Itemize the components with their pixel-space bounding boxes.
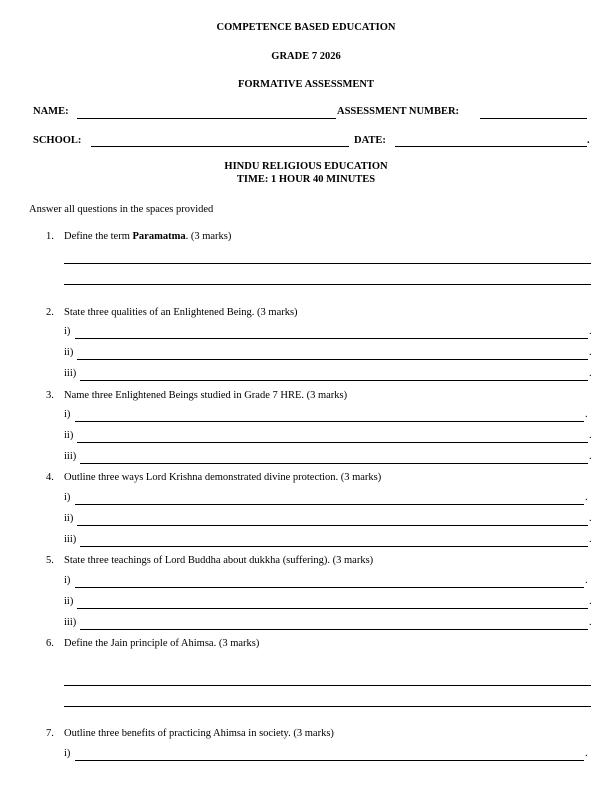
answer-label: i)	[64, 575, 71, 586]
answer-line[interactable]	[64, 284, 591, 285]
answer-label: iii)	[64, 368, 77, 379]
line-end-dot: .	[589, 430, 592, 441]
answer-line[interactable]	[64, 263, 591, 264]
line-end-dot: .	[585, 409, 588, 420]
question-term-paramatma: Paramatma	[132, 231, 186, 242]
answer-line[interactable]	[80, 463, 588, 464]
answer-line[interactable]	[80, 546, 588, 547]
subject-title: HINDU RELIGIOUS EDUCATION	[224, 161, 388, 172]
line-end-dot: .	[589, 534, 592, 545]
question-number: 6.	[46, 638, 54, 649]
assessment-number-input-line[interactable]	[480, 118, 587, 119]
answer-label: ii)	[64, 347, 74, 358]
question-text: Define the Jain principle of Ahimsa. (3 marks)	[64, 638, 260, 649]
answer-line[interactable]	[77, 359, 588, 360]
header-title: COMPETENCE BASED EDUCATION	[216, 22, 396, 33]
answer-line[interactable]	[80, 380, 588, 381]
line-end-dot: .	[589, 451, 592, 462]
line-end-dot: .	[589, 368, 592, 379]
subject-time: TIME: 1 HOUR 40 MINUTES	[236, 174, 376, 185]
header-assessment: FORMATIVE ASSESSMENT	[237, 79, 375, 90]
answer-label: i)	[64, 748, 71, 759]
question-text	[64, 231, 231, 242]
answer-line[interactable]	[64, 706, 591, 707]
question-number: 5.	[46, 555, 54, 566]
assessment-number-label: ASSESSMENT NUMBER:	[337, 106, 460, 117]
name-input-line[interactable]	[77, 118, 336, 119]
date-label: DATE:	[354, 135, 386, 146]
answer-label: ii)	[64, 596, 74, 607]
answer-label: iii)	[64, 534, 77, 545]
line-end-dot: .	[589, 513, 592, 524]
line-end-dot: .	[585, 492, 588, 503]
answer-line[interactable]	[75, 587, 584, 588]
question-text-pre: Define the term	[64, 231, 133, 242]
answer-line[interactable]	[80, 629, 588, 630]
school-input-line[interactable]	[91, 146, 349, 147]
answer-label: ii)	[64, 513, 74, 524]
line-end-dot: .	[589, 347, 592, 358]
answer-label: iii)	[64, 451, 77, 462]
answer-label: ii)	[64, 430, 74, 441]
name-label: NAME:	[33, 106, 69, 117]
answer-line[interactable]	[75, 504, 584, 505]
answer-line[interactable]	[77, 608, 588, 609]
answer-line[interactable]	[77, 442, 588, 443]
question-number: 2.	[46, 307, 54, 318]
date-input-line[interactable]	[395, 146, 587, 147]
question-text-post: . (3 marks)	[185, 231, 232, 242]
question-text: Name three Enlightened Beings studied in Grade 7 HRE. (3 marks)	[64, 390, 348, 401]
school-label: SCHOOL:	[33, 135, 82, 146]
header-grade: GRADE 7 2026	[271, 51, 341, 62]
line-end-dot: .	[589, 596, 592, 607]
answer-line[interactable]	[75, 760, 584, 761]
question-number: 7.	[46, 728, 54, 739]
question-text: State three teachings of Lord Buddha about dukkha (suffering). (3 marks)	[64, 555, 374, 566]
answer-line[interactable]	[75, 421, 584, 422]
answer-label: i)	[64, 326, 71, 337]
answer-line[interactable]	[64, 685, 591, 686]
answer-label: i)	[64, 409, 71, 420]
answer-label: i)	[64, 492, 71, 503]
line-end-dot: .	[589, 617, 592, 628]
answer-label: iii)	[64, 617, 77, 628]
line-end-dot: .	[585, 748, 588, 759]
question-text: State three qualities of an Enlightened Being. (3 marks)	[64, 307, 298, 318]
question-number: 3.	[46, 390, 54, 401]
question-text: Outline three benefits of practicing Ahimsa in society. (3 marks)	[64, 728, 334, 739]
date-end-dot: .	[587, 135, 590, 146]
instructions: Answer all questions in the spaces provided	[29, 204, 214, 215]
line-end-dot: .	[585, 575, 588, 586]
question-text: Outline three ways Lord Krishna demonstrated divine protection. (3 marks)	[64, 472, 382, 483]
line-end-dot: .	[589, 326, 592, 337]
question-number: 1.	[46, 231, 54, 242]
answer-line[interactable]	[75, 338, 588, 339]
answer-line[interactable]	[77, 525, 588, 526]
question-number: 4.	[46, 472, 54, 483]
